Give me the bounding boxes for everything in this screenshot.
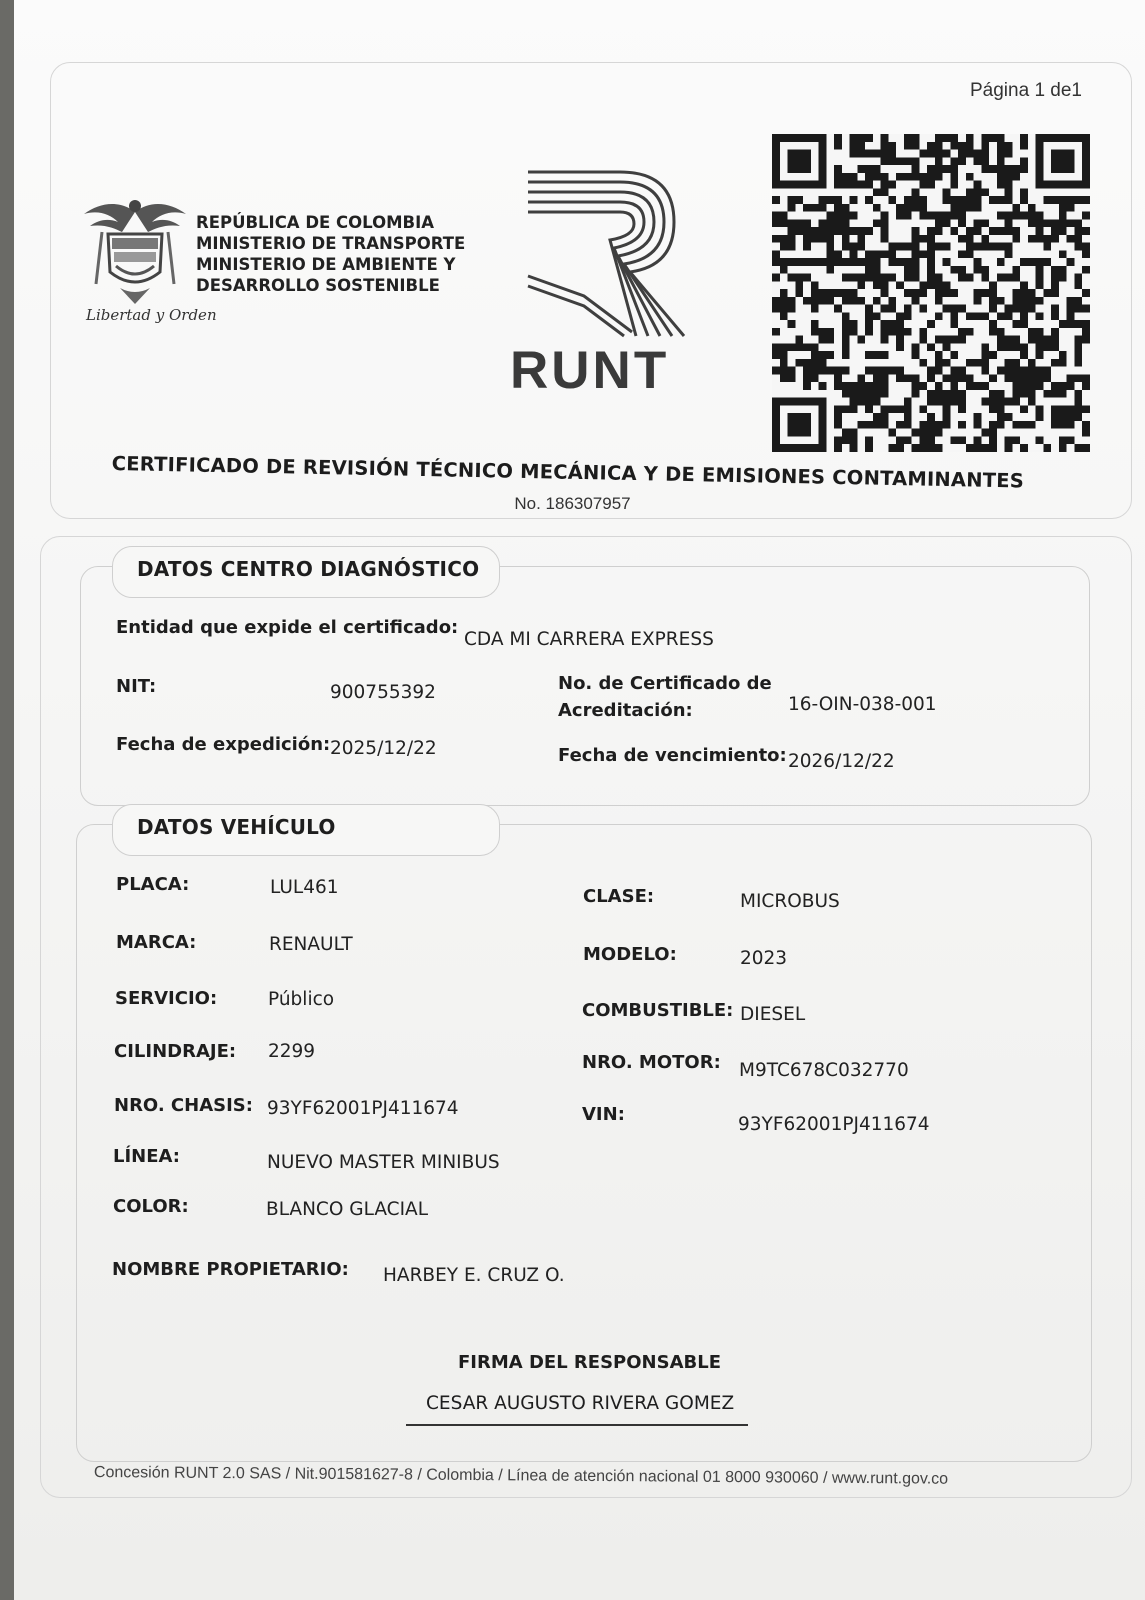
footer-text: Concesión RUNT 2.0 SAS / Nit.901581627-8 / Colombia / Línea de atención nacional 01 8000 930060 / www.runt.gov.co bbox=[93, 1464, 949, 1488]
government-line: DESARROLLO SOSTENIBLE bbox=[196, 276, 440, 295]
signature-line bbox=[406, 1424, 748, 1426]
nit-value: 900755392 bbox=[330, 682, 436, 703]
owner-value: HARBEY E. CRUZ O. bbox=[383, 1265, 565, 1286]
entity-label: Entidad que expide el certificado: bbox=[116, 617, 459, 638]
government-header bbox=[196, 212, 465, 296]
accreditation-label: No. de Certificado de bbox=[558, 673, 772, 694]
center-section-title: DATOS CENTRO DIAGNÓSTICO bbox=[112, 546, 500, 598]
motor-value: M9TC678C032770 bbox=[739, 1060, 909, 1081]
modelo-value: 2023 bbox=[740, 948, 788, 969]
runt-r-logo-icon bbox=[524, 166, 694, 342]
accreditation-label: Acreditación: bbox=[558, 700, 693, 721]
placa-label: PLACA: bbox=[116, 874, 190, 895]
marca-label: MARCA: bbox=[116, 932, 197, 953]
chasis-label: NRO. CHASIS: bbox=[114, 1095, 253, 1116]
clase-value: MICROBUS bbox=[740, 891, 840, 912]
vin-label: VIN: bbox=[582, 1104, 625, 1125]
combustible-value: DIESEL bbox=[740, 1004, 806, 1025]
cilindraje-label: CILINDRAJE: bbox=[114, 1041, 237, 1062]
clase-label: CLASE: bbox=[583, 886, 655, 907]
color-value: BLANCO GLACIAL bbox=[266, 1199, 429, 1220]
modelo-label: MODELO: bbox=[583, 944, 677, 965]
qr-code-icon bbox=[772, 134, 1090, 452]
servicio-label: SERVICIO: bbox=[115, 988, 218, 1009]
accreditation-value: 16-OIN-038-001 bbox=[788, 694, 937, 715]
vin-value: 93YF62001PJ411674 bbox=[738, 1114, 930, 1135]
linea-value: NUEVO MASTER MINIBUS bbox=[267, 1152, 500, 1173]
linea-label: LÍNEA: bbox=[113, 1146, 180, 1167]
signature-name: CESAR AUGUSTO RIVERA GOMEZ bbox=[426, 1393, 735, 1414]
government-line: REPÚBLICA DE COLOMBIA bbox=[196, 213, 435, 232]
issue-date-value: 2025/12/22 bbox=[330, 738, 437, 759]
entity-value: CDA MI CARRERA EXPRESS bbox=[464, 629, 714, 650]
expiry-date-value: 2026/12/22 bbox=[788, 751, 895, 772]
vehicle-section-title: DATOS VEHÍCULO bbox=[112, 804, 500, 856]
page-number: Página 1 de1 bbox=[970, 80, 1082, 101]
combustible-label: COMBUSTIBLE: bbox=[582, 1000, 734, 1021]
color-label: COLOR: bbox=[113, 1196, 189, 1217]
certificate-title: CERTIFICADO DE REVISIÓN TÉCNICO MECÁNICA Y DE EMISIONES CONTAMINANTES bbox=[111, 452, 1025, 493]
owner-label: NOMBRE PROPIETARIO: bbox=[112, 1259, 349, 1280]
colombia-coat-of-arms-icon bbox=[80, 192, 190, 308]
signature-title: FIRMA DEL RESPONSABLE bbox=[458, 1352, 721, 1373]
placa-value: LUL461 bbox=[270, 877, 339, 898]
motor-label: NRO. MOTOR: bbox=[582, 1052, 721, 1073]
cilindraje-value: 2299 bbox=[268, 1041, 316, 1062]
chasis-value: 93YF62001PJ411674 bbox=[267, 1098, 459, 1119]
government-line: MINISTERIO DE TRANSPORTE bbox=[196, 234, 466, 253]
servicio-value: Público bbox=[268, 989, 335, 1010]
expiry-date-label: Fecha de vencimiento: bbox=[558, 745, 787, 766]
nit-label: NIT: bbox=[116, 676, 157, 697]
certificate-number: No. 186307957 bbox=[514, 494, 631, 513]
issue-date-label: Fecha de expedición: bbox=[116, 734, 331, 755]
marca-value: RENAULT bbox=[269, 934, 353, 955]
runt-wordmark: RUNT bbox=[510, 341, 670, 400]
government-line: MINISTERIO DE AMBIENTE Y bbox=[196, 255, 456, 274]
national-motto: Libertad y Orden bbox=[86, 306, 217, 324]
